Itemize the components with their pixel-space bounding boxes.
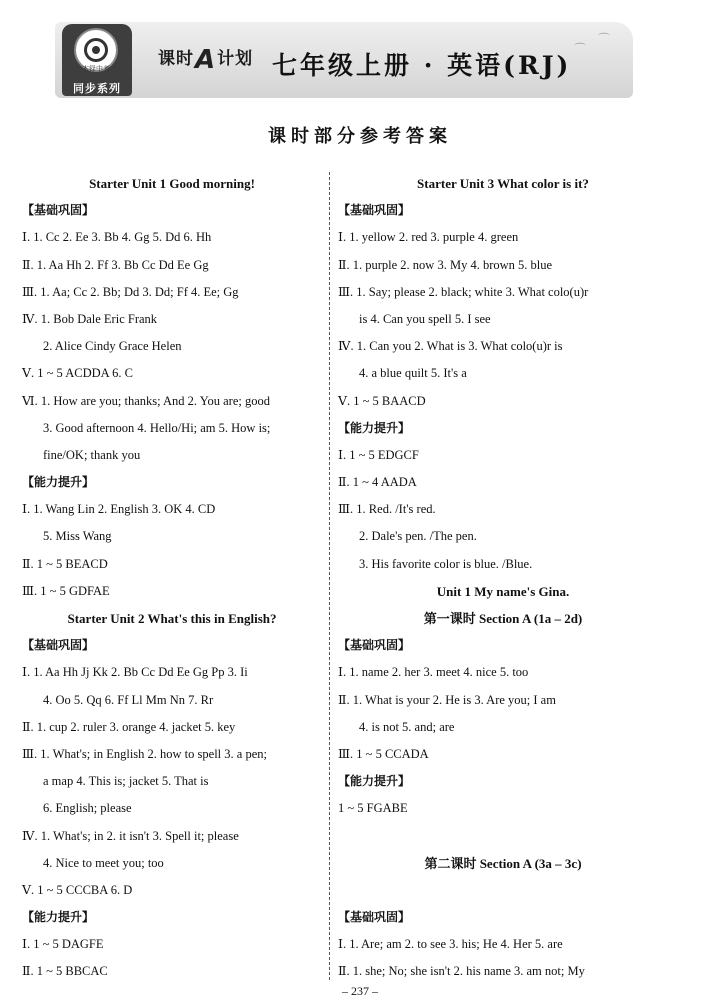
answer-line-continued: 2. Dale's pen. /The pen. (359, 529, 477, 544)
answer-line: Ⅱ. 1. cup 2. ruler 3. orange 4. jacket 5. key (22, 719, 236, 734)
section-label: 【能力提升】 (22, 910, 95, 925)
unit-heading: 第一课时 Section A (1a – 2d) (423, 611, 583, 626)
answer-line: Ⅱ. 1 ~ 5 BEACD (22, 556, 108, 571)
answer-line: Ⅱ. 1. she; No; she isn't 2. his name 3. am not; My (338, 964, 585, 979)
answer-line-continued: 5. Miss Wang (43, 529, 112, 544)
answer-line-continued: 4. is not 5. and; are (359, 719, 455, 734)
answer-line-continued: 4. Nice to meet you; too (43, 855, 164, 870)
logo-brand-text: 木铎中考 (82, 65, 110, 73)
answer-line: Ⅱ. 1 ~ 5 BBCAC (22, 964, 108, 979)
brand-suffix: 计划 (217, 49, 254, 69)
page-title: 课时部分参考答案 (268, 126, 452, 147)
answer-line: Ⅲ. 1. Say; please 2. black; white 3. What colo(u)r (338, 284, 589, 299)
page-number: – 237 – (342, 984, 378, 998)
answer-line-continued: fine/OK; thank you (43, 447, 141, 462)
section-label: 【能力提升】 (338, 774, 411, 789)
answer-line-continued: 6. English; please (43, 801, 132, 816)
answer-line: Ⅳ. 1. Bob Dale Eric Frank (22, 311, 158, 326)
answer-line: Ⅰ. 1. Wang Lin 2. English 3. OK 4. CD (22, 502, 216, 517)
answer-line: Ⅰ. 1. Are; am 2. to see 3. his; He 4. Her 5. are (338, 937, 563, 952)
unit-heading: Starter Unit 3 What color is it? (417, 176, 589, 191)
left-column (22, 170, 322, 986)
series-tag: 同步系列 (73, 82, 121, 95)
section-label: 【能力提升】 (22, 475, 95, 490)
answer-line: Ⅴ. 1 ~ 5 BAACD (338, 393, 426, 408)
unit-heading: Starter Unit 2 What's this in English? (67, 611, 277, 626)
answer-line: Ⅲ. 1. Aa; Cc 2. Bb; Dd 3. Dd; Ff 4. Ee; Gg (22, 284, 239, 299)
right-column (338, 170, 668, 986)
answer-line: 1 ~ 5 FGABE (338, 801, 408, 816)
answer-line: Ⅰ. 1. yellow 2. red 3. purple 4. green (338, 230, 519, 245)
column-divider (329, 172, 330, 980)
answer-line: Ⅱ. 1. purple 2. now 3. My 4. brown 5. blue (338, 257, 553, 272)
answer-line: Ⅵ. 1. How are you; thanks; And 2. You are; good (22, 393, 270, 408)
brand-title (158, 44, 253, 75)
book-title: 七年级上册 · 英语(RJ) (272, 51, 572, 80)
section-label: 【基础巩固】 (338, 910, 411, 925)
answer-line: Ⅱ. 1 ~ 4 AADA (338, 475, 417, 490)
answer-line: Ⅲ. 1 ~ 5 GDFAE (22, 583, 110, 598)
answer-line: Ⅳ. 1. Can you 2. What is 3. What colo(u)r is (338, 339, 563, 354)
answer-line-continued: is 4. Can you spell 5. I see (359, 311, 491, 326)
answer-line: Ⅰ. 1 ~ 5 DAGFE (22, 937, 104, 952)
answer-line-continued: 2. Alice Cindy Grace Helen (43, 339, 182, 354)
answer-line: Ⅰ. 1. Aa Hh Jj Kk 2. Bb Cc Dd Ee Gg Pp 3. Ii (22, 665, 248, 680)
section-label: 【基础巩固】 (338, 638, 411, 653)
answer-line-continued: a map 4. This is; jacket 5. That is (43, 774, 209, 789)
section-label: 【基础巩固】 (22, 638, 95, 653)
answer-line: Ⅰ. 1 ~ 5 EDGCF (338, 447, 419, 462)
bird-decoration-icon: ⌒ (574, 42, 587, 56)
answer-line-continued: 3. Good afternoon 4. Hello/Hi; am 5. How is; (43, 420, 271, 435)
answer-line: Ⅰ. 1. name 2. her 3. meet 4. nice 5. too (338, 665, 529, 680)
answer-line: Ⅴ. 1 ~ 5 CCCBA 6. D (22, 882, 133, 897)
answer-line: Ⅲ. 1. Red. /It's red. (338, 502, 436, 517)
spacer (338, 877, 668, 904)
answer-line: Ⅲ. 1 ~ 5 CCADA (338, 746, 429, 761)
answer-line: Ⅱ. 1. Aa Hh 2. Ff 3. Bb Cc Dd Ee Gg (22, 257, 209, 272)
answer-line-continued: 3. His favorite color is blue. /Blue. (359, 556, 533, 571)
answer-line: Ⅱ. 1. What is your 2. He is 3. Are you; I am (338, 692, 556, 707)
answer-line: Ⅰ. 1. Cc 2. Ee 3. Bb 4. Gg 5. Dd 6. Hh (22, 230, 212, 245)
answer-line-continued: 4. Oo 5. Qq 6. Ff Ll Mm Nn 7. Rr (43, 692, 214, 707)
answer-line: Ⅳ. 1. What's; in 2. it isn't 3. Spell it; please (22, 828, 239, 843)
section-label: 【能力提升】 (338, 420, 411, 435)
unit-heading: Starter Unit 1 Good morning! (89, 176, 255, 191)
section-label: 【基础巩固】 (338, 203, 411, 218)
unit-heading: Unit 1 My name's Gina. (436, 583, 570, 599)
bird-decoration-icon: ⌒ (598, 32, 611, 46)
brand-prefix: 课时 (158, 49, 194, 69)
answer-line: Ⅴ. 1 ~ 5 ACDDA 6. C (22, 366, 133, 381)
spacer (338, 823, 668, 850)
section-label: 【基础巩固】 (22, 203, 95, 218)
brand-letter: A (195, 45, 217, 75)
unit-heading: 第二课时 Section A (3a – 3c) (424, 855, 582, 871)
answer-line: Ⅲ. 1. What's; in English 2. how to spell 3. a pen; (22, 746, 267, 761)
answer-line-continued: 4. a blue quilt 5. It's a (359, 366, 467, 381)
